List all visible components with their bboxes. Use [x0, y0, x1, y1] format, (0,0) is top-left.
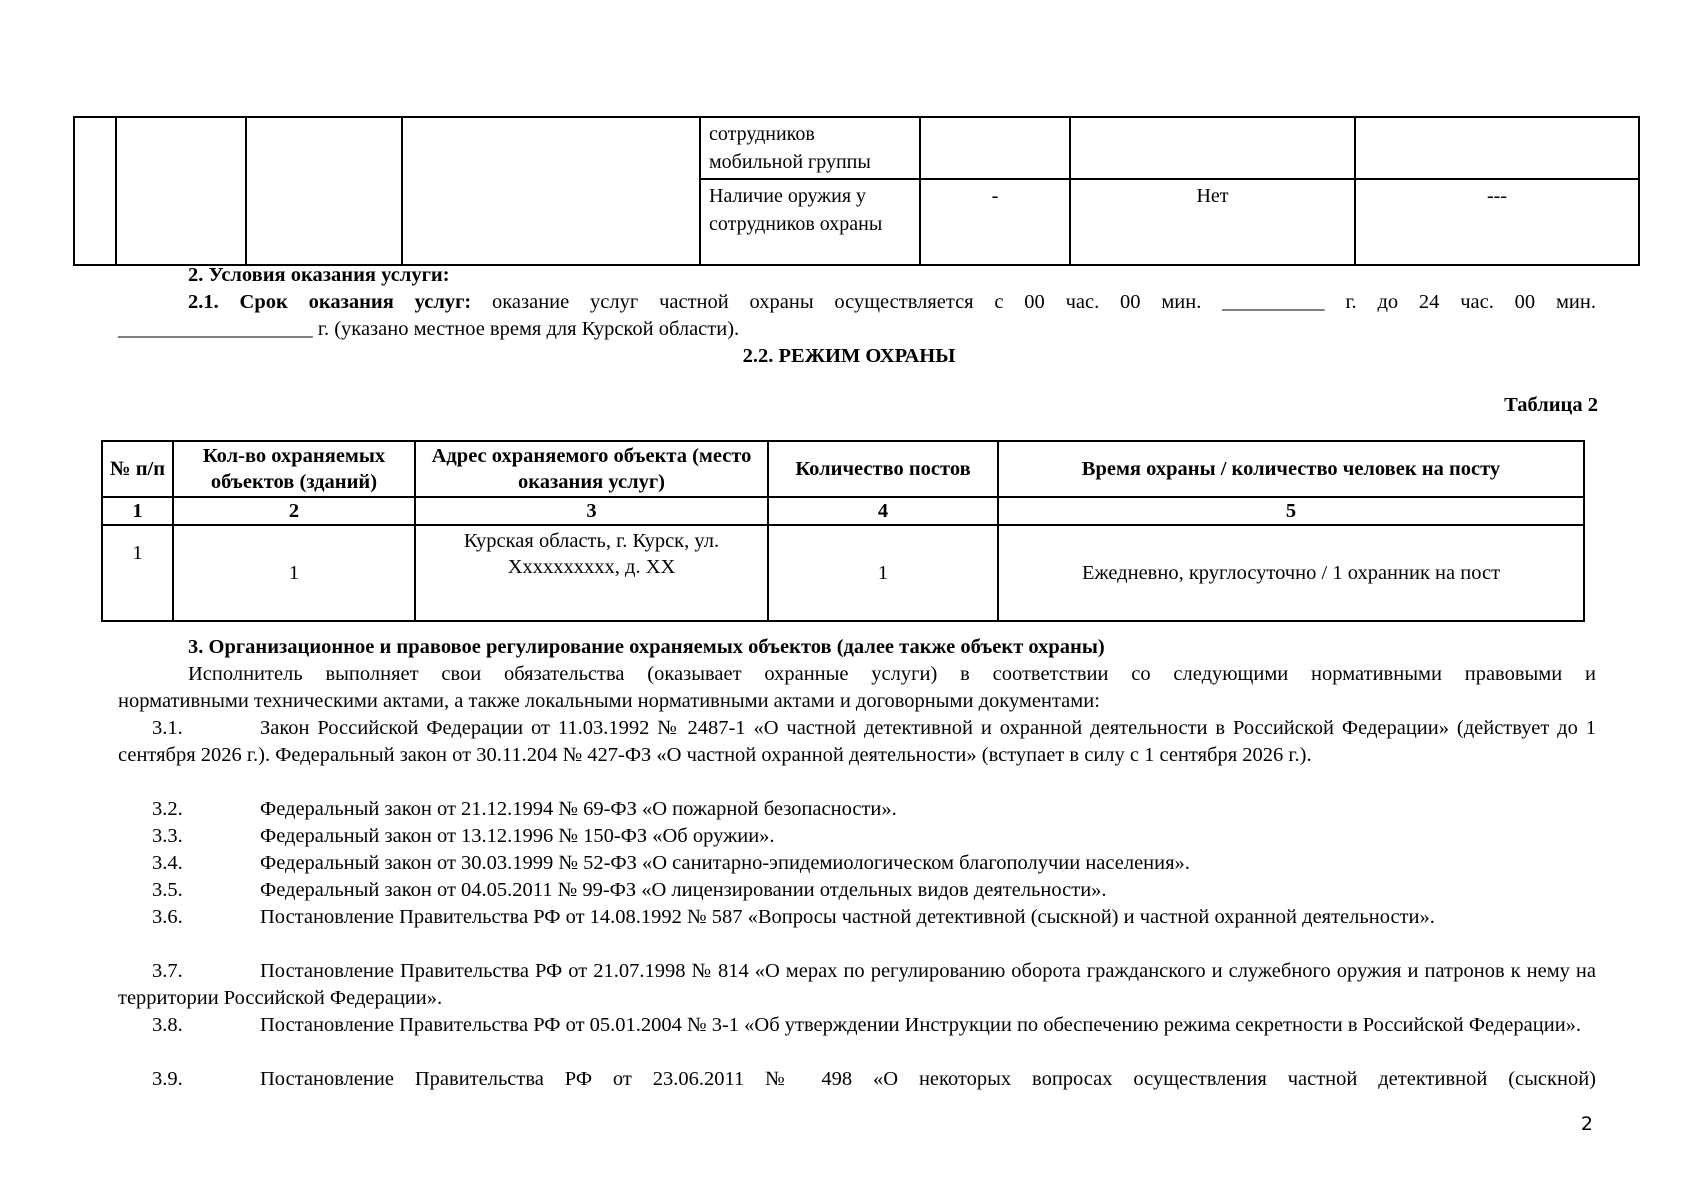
table-cell: 1 [102, 525, 173, 621]
table-cell: - [920, 179, 1070, 265]
list-item: 3.9. Постановление Правительства РФ от 23.06.2011 № 498 «О некоторых вопросах осуществления частной детективной (сыскной) [152, 1068, 1596, 1090]
list-item: 3.6. Постановление Правительства РФ от 14.08.1992 № 587 «Вопросы частной детективной (сыскной) и частной охранной деятельности». [152, 906, 1435, 928]
table-number-row: 1 2 3 4 5 [102, 497, 1584, 525]
list-item: 3.3. Федеральный закон от 13.12.1996 № 150-ФЗ «Об оружии». [152, 825, 775, 847]
table-cell: Нет [1070, 179, 1355, 265]
table-header-row [102, 441, 1584, 497]
table-cell: Ежедневно, круглосуточно / 1 охранник на пост [998, 525, 1584, 621]
table-caption: Таблица 2 [1504, 394, 1598, 416]
paragraph-2-1-line-1: 2.1. Срок оказания услуг: оказание услуг частной охраны осуществляется с 00 час. 00 мин. __________ г. до 24 час. 00 мин. [188, 291, 1596, 313]
security-mode-table [101, 440, 1585, 622]
section-3-title: 3. Организационное и правовое регулирование охраняемых объектов (далее также объект охраны) [188, 636, 1105, 658]
table-cell: Наличие оружия у сотрудников охраны [700, 179, 920, 265]
paragraph-2-1-line-2: ___________________ г. (указано местное время для Курской области). [118, 318, 740, 340]
table-cell: --- [1355, 179, 1639, 265]
list-item: 3.2. Федеральный закон от 21.12.1994 № 69-ФЗ «О пожарной безопасности». [152, 798, 897, 820]
continued-table [73, 116, 1640, 266]
section-2-title: 2. Условия оказания услуги: [188, 264, 450, 286]
table-row [102, 525, 1584, 621]
section-2-2-title: 2.2. РЕЖИМ ОХРАНЫ [742, 345, 956, 367]
list-item: 3.8. Постановление Правительства РФ от 05.01.2004 № 3-1 «Об утверждении Инструкции по обеспечению режима секретности в Российской Федерации». [152, 1014, 1582, 1036]
list-item: 3.5. Федеральный закон от 04.05.2011 № 99-ФЗ «О лицензировании отдельных видов деятельности». [152, 879, 1107, 901]
list-item: 3.7. Постановление Правительства РФ от 21.07.1998 № 814 «О мерах по регулированию оборота гражданского и служебного оружия и патронов к нему на территории Российской Федерации». [118, 960, 1596, 1009]
table-cell: сотрудников мобильной группы [700, 117, 920, 179]
list-item: 3.4. Федеральный закон от 30.03.1999 № 52-ФЗ «О санитарно-эпидемиологическом благополучии населения». [152, 852, 1190, 874]
table-header-cell: Адрес охраняемого объекта (место оказания услуг) [415, 441, 768, 497]
table-cell: 1 [768, 525, 998, 621]
table-header-cell: № п/п [102, 441, 173, 497]
table-header-cell: Кол-во охраняемых объектов (зданий) [173, 441, 415, 497]
table-row [74, 117, 1639, 179]
section-3-intro-line-2: нормативными техническими актами, а также локальными нормативными актами и договорными документами: [118, 690, 1100, 712]
table-header-cell: Время охраны / количество человек на посту [998, 441, 1584, 497]
table-header-cell: Количество постов [768, 441, 998, 497]
list-item: 3.1. Закон Российской Федерации от 11.03.1992 № 2487-1 «О частной детективной и охранной деятельности в Российской Федерации» (действует до 1 сентября 2026 г.). Федеральный закон от 30.11.204 № 427-ФЗ «О частной охранной деятельности» (вступает в силу с 1 сентября 2026 г.). [118, 717, 1596, 766]
page-number: 2 [1580, 1113, 1593, 1135]
table-cell: 1 [173, 525, 415, 621]
table-cell: Курская область, г. Курск, ул. Хххххххххх, д. ХХ [415, 525, 768, 621]
section-3-intro-line-1: Исполнитель выполняет свои обязательства (оказывает охранные услуги) в соответствии со следующими нормативными правовыми и [188, 663, 1596, 685]
